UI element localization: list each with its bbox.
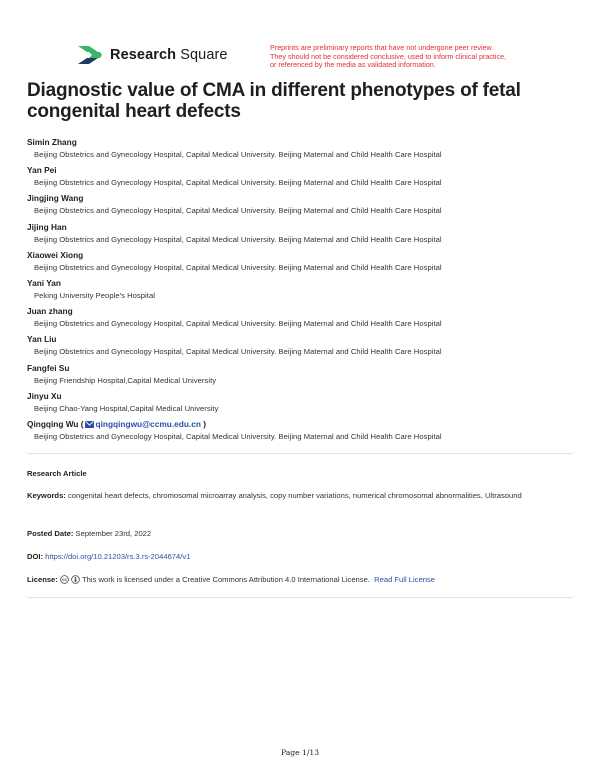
author-affiliation: Beijing Obstetrics and Gynecology Hospital, Capital Medical University. Beijing Maternal and Child Health Care Hospital bbox=[34, 431, 442, 441]
author-name: Jingjing Wang bbox=[27, 193, 84, 204]
author-item bbox=[27, 306, 587, 334]
author-item bbox=[27, 250, 587, 278]
attribution-icon bbox=[71, 575, 80, 584]
author-affiliation: Beijing Obstetrics and Gynecology Hospital, Capital Medical University. Beijing Maternal and Child Health Care Hospital bbox=[34, 234, 442, 244]
author-list bbox=[27, 137, 587, 447]
keywords: Keywords: congenital heart defects, chromosomal microarray analysis, copy number variations, numerical chromosomal abnormalities, Ultrasound bbox=[27, 491, 522, 500]
creative-commons-icon bbox=[60, 575, 69, 584]
author-name: Simin Zhang bbox=[27, 137, 77, 147]
author-affiliation: Beijing Obstetrics and Gynecology Hospital, Capital Medical University. Beijing Maternal and Child Health Care Hospital bbox=[34, 347, 442, 357]
svg-text:cc: cc bbox=[62, 577, 67, 583]
author-affiliation: Beijing Chao-Yang Hospital,Capital Medical University bbox=[34, 403, 219, 413]
author-name: Juan zhang bbox=[27, 306, 73, 317]
author-item bbox=[27, 363, 587, 391]
divider bbox=[27, 453, 573, 454]
author-affiliation: Beijing Obstetrics and Gynecology Hospital, Capital Medical University. Beijing Maternal and Child Health Care Hospital bbox=[34, 319, 442, 329]
author-affiliation: Beijing Obstetrics and Gynecology Hospital, Capital Medical University. Beijing Maternal and Child Health Care Hospital bbox=[34, 206, 442, 216]
author-item bbox=[27, 193, 587, 221]
author-affiliation: Peking University People's Hospital bbox=[34, 290, 155, 300]
doi-link[interactable]: https://doi.org/10.21203/rs.3.rs-2044674/v1 bbox=[45, 552, 191, 561]
research-square-logo[interactable] bbox=[76, 44, 228, 66]
article-type: Research Article bbox=[27, 469, 87, 478]
author-item bbox=[27, 419, 587, 447]
author-affiliation: Beijing Friendship Hospital,Capital Medical University bbox=[34, 375, 217, 385]
logo-text: Research Square bbox=[110, 47, 228, 63]
author-name: Yani Yan bbox=[27, 277, 61, 288]
author-item bbox=[27, 391, 587, 419]
license: License: cc This work is licensed under a Creative Commons Attribution 4.0 International License. Read Full License bbox=[27, 575, 435, 584]
author-item bbox=[27, 137, 587, 165]
preprint-disclaimer: Preprints are preliminary reports that have not undergone peer review. They should not be considered conclusive, used to inform clinical practice, or referenced by the media as validated information. bbox=[270, 43, 507, 70]
author-name: Xiaowei Xiong bbox=[27, 249, 84, 260]
author-item bbox=[27, 334, 587, 362]
author-item bbox=[27, 165, 587, 193]
read-full-license-link[interactable]: Read Full License bbox=[374, 575, 435, 584]
author-name: Fangfei Su bbox=[27, 362, 70, 373]
corresponding-author-name: Qingqing Wu ( qingqingwu@ccmu.edu.cn ) bbox=[27, 418, 206, 429]
page-header bbox=[76, 44, 600, 80]
paper-title: Diagnostic value of CMA in different phenotypes of fetal congenital heart defects bbox=[27, 80, 521, 122]
page-number: Page 1/13 bbox=[280, 748, 320, 757]
posted-date: Posted Date: September 23rd, 2022 bbox=[27, 529, 152, 538]
author-item bbox=[27, 278, 587, 306]
author-name: Jijing Han bbox=[27, 221, 67, 232]
author-name: Jinyu Xu bbox=[27, 390, 62, 401]
author-affiliation: Beijing Obstetrics and Gynecology Hospital, Capital Medical University. Beijing Maternal and Child Health Care Hospital bbox=[34, 262, 442, 272]
author-email-link[interactable]: qingqingwu@ccmu.edu.cn bbox=[95, 418, 201, 429]
author-affiliation: Beijing Obstetrics and Gynecology Hospital, Capital Medical University. Beijing Maternal and Child Health Care Hospital bbox=[34, 178, 442, 188]
author-affiliation: Beijing Obstetrics and Gynecology Hospital, Capital Medical University. Beijing Maternal and Child Health Care Hospital bbox=[34, 150, 442, 159]
author-item bbox=[27, 222, 587, 250]
research-square-logo-icon bbox=[76, 44, 104, 66]
mail-icon bbox=[85, 421, 94, 428]
author-name: Yan Liu bbox=[27, 334, 57, 345]
doi: DOI: https://doi.org/10.21203/rs.3.rs-2044674/v1 bbox=[27, 552, 191, 561]
divider bbox=[27, 597, 573, 598]
author-name: Yan Pei bbox=[27, 165, 57, 176]
